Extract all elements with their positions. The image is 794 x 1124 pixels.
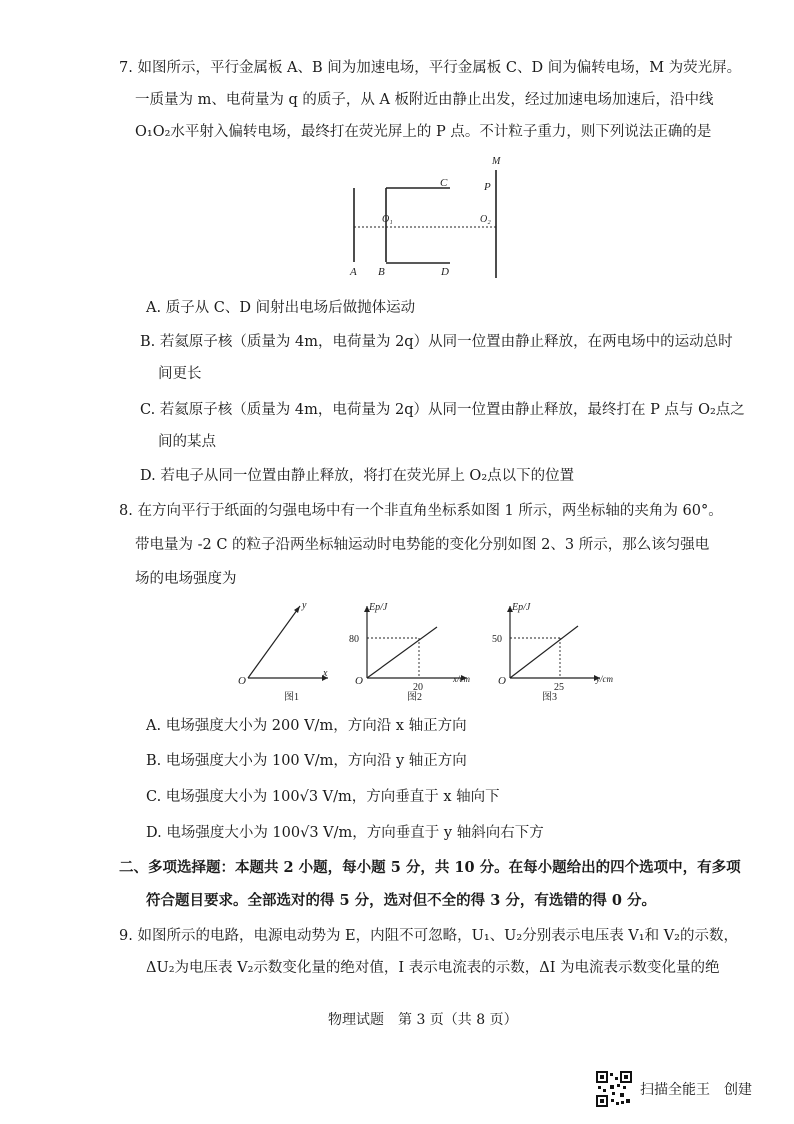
- section2-heading-line1: 二、多项选择题：本题共 2 小题，每小题 5 分，共 10 分。在每小题给出的四个选项中，有多项: [119, 859, 741, 876]
- fig2-x-tick: 20: [413, 682, 423, 693]
- q8-option-a: A. 电场强度大小为 200 V/m，方向沿 x 轴正方向: [146, 718, 467, 734]
- q7-option-a: A. 质子从 C、D 间射出电场后做抛体运动: [146, 300, 416, 316]
- q8-stem-line1: 8. 在方向平行于纸面的匀强电场中有一个非直角坐标系如图 1 所示，两坐标轴的夹角为 60°。: [119, 503, 723, 519]
- label-o1: O₁: [382, 214, 393, 225]
- qr-code-icon: [596, 1071, 632, 1107]
- label-c: C: [440, 177, 448, 189]
- fig1-origin: O: [238, 675, 246, 687]
- q8-stem-line3: 场的电场强度为: [135, 571, 237, 587]
- q8-figure1: [228, 596, 338, 706]
- q8-option-d: D. 电场强度大小为 100√3 V/m，方向垂直于 y 轴斜向右下方: [146, 825, 544, 841]
- label-o2: O₂: [480, 214, 491, 225]
- label-m: M: [492, 156, 501, 167]
- q7-stem-line1: 7. 如图所示，平行金属板 A、B 间为加速电场，平行金属板 C、D 间为偏转电场，M 为荧光屏。: [119, 60, 742, 76]
- fig3-x-tick: 25: [554, 682, 564, 693]
- q8-option-c: C. 电场强度大小为 100√3 V/m，方向垂直于 x 轴向下: [146, 789, 500, 805]
- fig3-y-label: Ep/J: [512, 602, 531, 613]
- fig1-x-label: x: [323, 668, 328, 679]
- fig1-y-label: y: [302, 600, 307, 611]
- fig1-caption: 图1: [284, 692, 299, 703]
- q8-figure2: [345, 596, 480, 706]
- q7-stem-line2: 一质量为 m、电荷量为 q 的质子，从 A 板附近由静止出发，经过加速电场加速后，沿中线: [135, 92, 714, 108]
- label-d: D: [441, 266, 449, 278]
- fig3-y-tick: 50: [492, 634, 502, 645]
- q7-option-b-line2: 间更长: [158, 366, 202, 382]
- q7-stem-line3: O₁O₂水平射入偏转电场，最终打在荧光屏上的 P 点。不计粒子重力，则下列说法正确的是: [135, 124, 712, 140]
- q8-stem-line2: 带电量为 -2 C 的粒子沿两坐标轴运动时电势能的变化分别如图 2、3 所示，那么该匀强电: [135, 537, 710, 553]
- fig2-y-label: Ep/J: [369, 602, 388, 613]
- q7-option-c-line2: 间的某点: [158, 434, 216, 450]
- label-p: P: [484, 181, 491, 193]
- label-a: A: [350, 266, 357, 278]
- section2-heading-line2: 符合题目要求。全部选对的得 5 分，选对但不全的得 3 分，有选错的得 0 分。: [146, 892, 657, 909]
- q7-option-d: D. 若电子从同一位置由静止释放，将打在荧光屏上 O₂点以下的位置: [140, 468, 575, 484]
- fig2-caption: 图2: [407, 692, 422, 703]
- fig3-origin: O: [498, 675, 506, 687]
- scanner-watermark: 扫描全能王 创建: [640, 1082, 752, 1098]
- page-footer: 物理试题 第 3 页（共 8 页）: [328, 1012, 518, 1028]
- fig3-x-label: y/cm: [596, 674, 613, 684]
- q7-figure: [340, 150, 510, 280]
- q7-option-b-line1: B. 若氦原子核（质量为 4m，电荷量为 2q）从同一位置由静止释放，在两电场中的运动总时: [140, 334, 733, 350]
- fig2-y-tick: 80: [349, 634, 359, 645]
- q8-figure3: [488, 596, 623, 706]
- fig2-x-label: x/cm: [453, 674, 470, 684]
- q9-stem-line1: 9. 如图所示的电路，电源电动势为 E，内阻不可忽略，U₁、U₂分别表示电压表 V₁和 V₂的示数，: [119, 928, 738, 944]
- label-b: B: [378, 266, 385, 278]
- q7-option-c-line1: C. 若氦原子核（质量为 4m，电荷量为 2q）从同一位置由静止释放，最终打在 P 点与 O₂点之: [140, 402, 745, 418]
- fig3-caption: 图3: [542, 692, 557, 703]
- fig2-origin: O: [355, 675, 363, 687]
- q8-option-b: B. 电场强度大小为 100 V/m，方向沿 y 轴正方向: [146, 753, 467, 769]
- q9-stem-line2: ΔU₂为电压表 V₂示数变化量的绝对值，I 表示电流表的示数，ΔI 为电流表示数变化量的绝: [146, 960, 720, 976]
